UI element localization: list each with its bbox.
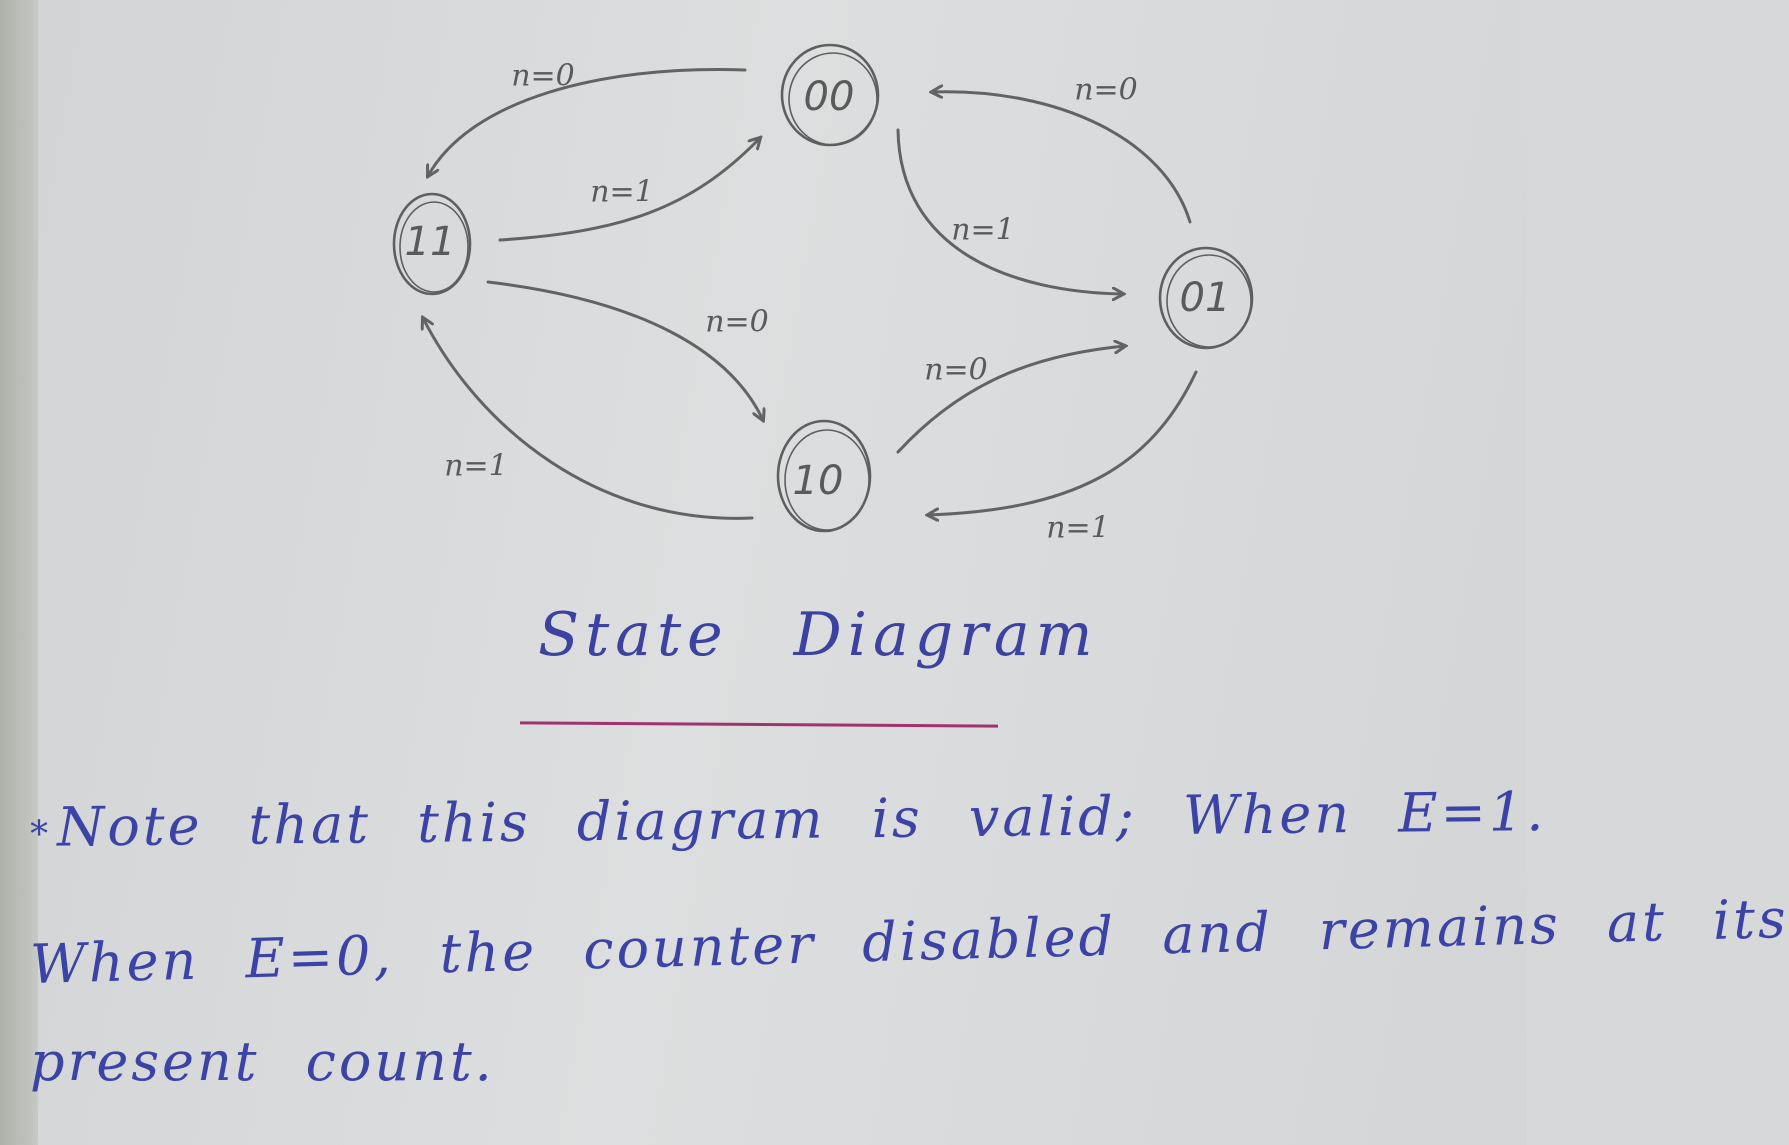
state-10 xyxy=(778,421,870,531)
state-label: 00 xyxy=(803,74,855,120)
asterisk-icon: * xyxy=(29,813,52,855)
edge-label: n=0 xyxy=(924,352,988,388)
edge-label: n=1 xyxy=(1046,510,1110,546)
edge-10-to-11 xyxy=(423,318,752,518)
edge-label: n=0 xyxy=(511,58,575,94)
state-11 xyxy=(394,194,470,294)
edge-00-to-11 xyxy=(428,70,745,176)
edge-label: n=1 xyxy=(590,174,654,210)
edge-label: n=1 xyxy=(444,448,508,484)
note-text-1: Note that this diagram is valid; When E=1. xyxy=(56,780,1547,859)
diagram-title: State Diagram xyxy=(538,600,1099,670)
edge-label: n=0 xyxy=(705,304,769,340)
state-label: 10 xyxy=(792,458,844,504)
state-label: 01 xyxy=(1179,275,1231,321)
note-line-3: present count. xyxy=(30,1030,495,1093)
note-line-2: When E=0, the counter disabled and remains at its xyxy=(29,886,1789,997)
state-01 xyxy=(1160,248,1252,348)
state-label: 11 xyxy=(404,219,456,265)
edge-label: n=0 xyxy=(1074,72,1138,108)
edge-11-to-10 xyxy=(488,282,763,420)
state-00 xyxy=(782,45,878,145)
edge-label: n=1 xyxy=(951,212,1015,248)
edge-01-to-00 xyxy=(932,92,1190,222)
